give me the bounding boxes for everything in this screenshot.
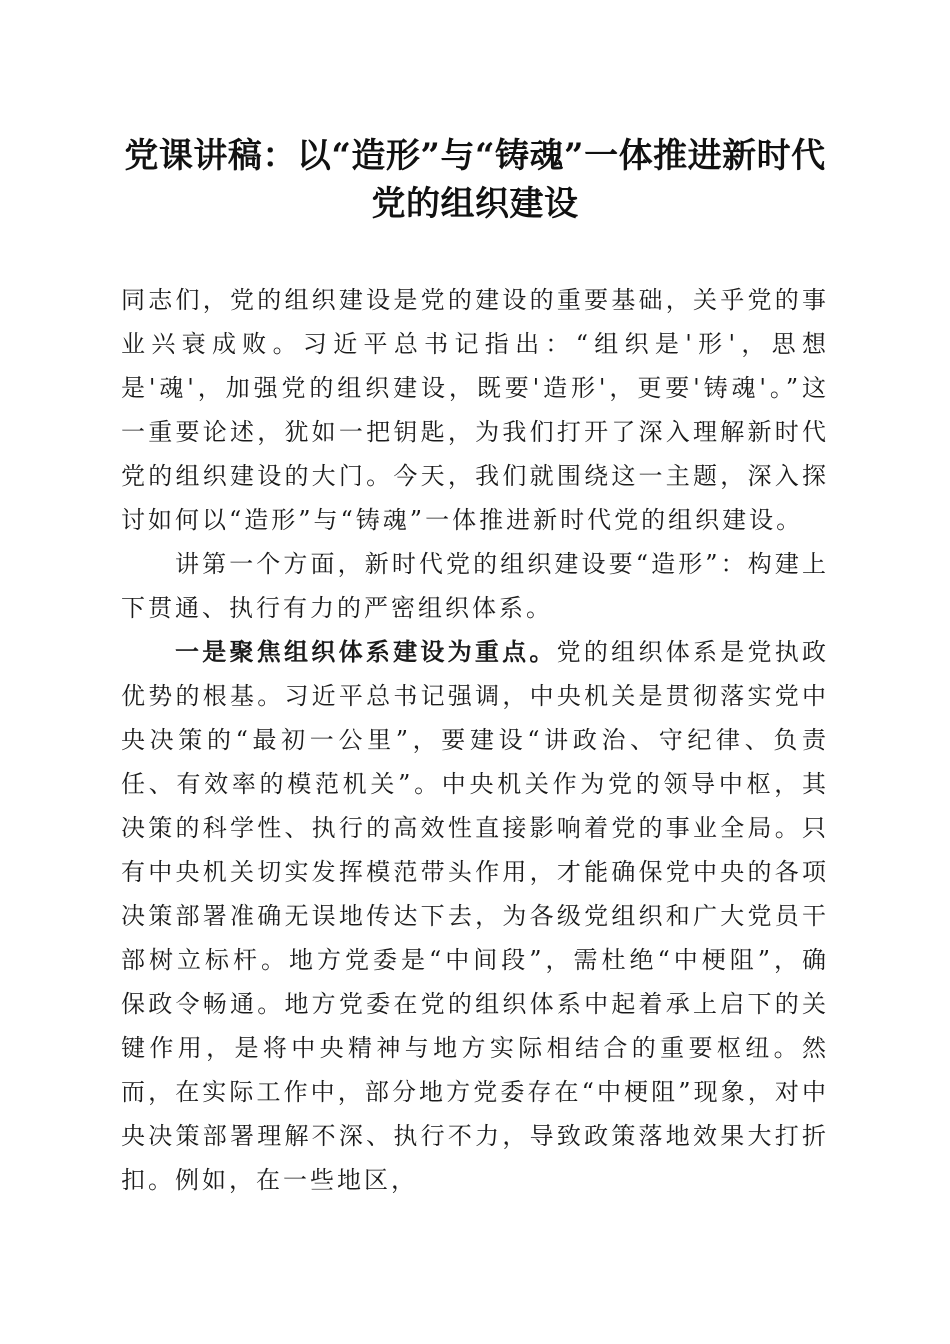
- paragraph-intro: [121, 278, 829, 542]
- paragraph-lead: 一是聚焦组织体系建设为重点。: [175, 637, 557, 666]
- document-body: [121, 278, 829, 1202]
- paragraph-text: 同志们，党的组织建设是党的建设的重要基础，关乎党的事业兴衰成败。习近平总书记指出：“组织是'形'，思想是'魂'，加强党的组织建设，既要'造形'，更要'铸魂'。”这一重要论述，犹如一把钥匙，为我们打开了深入理解新时代党的组织建设的大门。今天，我们就围绕这一主题，深入探讨如何以“造形”与“铸魂”一体推进新时代党的组织建设。: [121, 286, 829, 534]
- paragraph-point-one: [121, 630, 829, 1202]
- paragraph-text: 党的组织体系是党执政优势的根基。习近平总书记强调，中央机关是贯彻落实党中央决策的“最初一公里”，要建设“讲政治、守纪律、负责任、有效率的模范机关”。中央机关作为党的领导中枢，其决策的科学性、执行的高效性直接影响着党的事业全局。只有中央机关切实发挥模范带头作用，才能确保党中央的各项决策部署准确无误地传达下去，为各级党组织和广大党员干部树立标杆。地方党委是“中间段”，需杜绝“中梗阻”，确保政令畅通。地方党委在党的组织体系中起着承上启下的关键作用，是将中央精神与地方实际相结合的重要枢纽。然而，在实际工作中，部分地方党委存在“中梗阻”现象，对中央决策部署理解不深、执行不力，导致政策落地效果大打折扣。例如，在一些地区，: [121, 638, 830, 1194]
- document-title: 党课讲稿：以“造形”与“铸魂”一体推进新时代党的组织建设: [124, 136, 826, 224]
- paragraph-section-one: [121, 542, 829, 630]
- paragraph-text: 讲第一个方面，新时代党的组织建设要“造形”：构建上下贯通、执行有力的严密组织体系。: [121, 550, 829, 622]
